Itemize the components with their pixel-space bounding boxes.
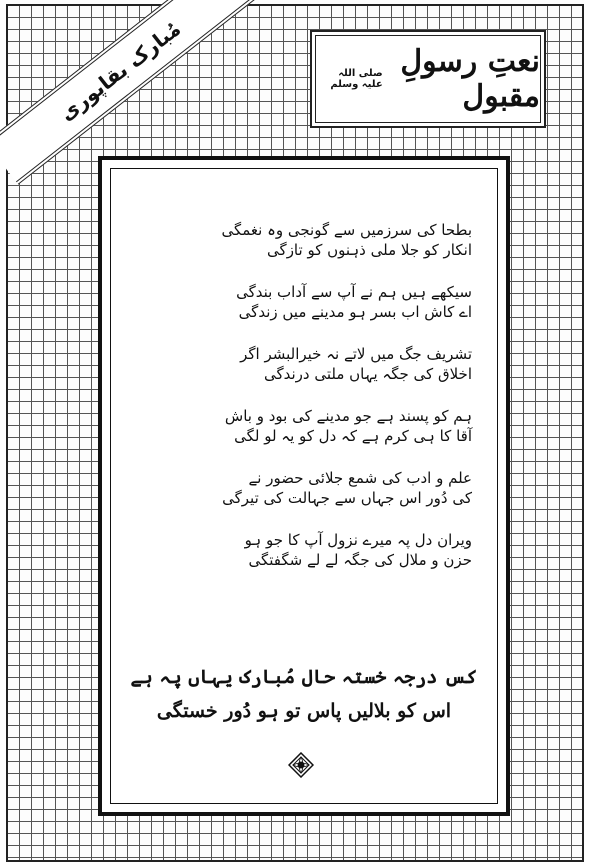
- closing-line: کس درجہ خستہ حال مُبارک یہاں پہ ہے: [130, 666, 478, 688]
- stanza-4: [142, 406, 472, 446]
- stanza-1: [142, 220, 472, 260]
- stanza-5: [142, 468, 472, 508]
- verse-line: کی دُور اس جہاں سے جہالت کی تیرگی: [222, 489, 472, 507]
- verse-line: ہم کو پسند ہے جو مدینے کی بود و باش: [224, 407, 472, 425]
- verse-line: ویران دل پہ میرے نزول آپ کا جو ہو: [244, 531, 472, 549]
- poem-frame: [98, 156, 510, 816]
- verse-line: بطحا کی سرزمیں سے گونجی وہ نغمگی: [221, 221, 472, 239]
- verse-line: اخلاق کی جگہ یہاں ملتی درندگی: [263, 365, 472, 383]
- title-inner-frame: [315, 35, 541, 123]
- verse-line: تشریف جگ میں لاتے نہ خیرالبشر اگر: [240, 345, 472, 363]
- verse-line: علم و ادب کی شمع جلائی حضور نے: [248, 469, 472, 487]
- author-name: مُبارک بقاپوری: [54, 16, 186, 126]
- verse-line: سیکھے ہیں ہم نے آپ سے آداب بندگی: [236, 283, 472, 301]
- verse-line: اے کاش اب بسر ہو مدینے میں زندگی: [238, 303, 472, 321]
- page-title: نعتِ رسولِ مقبول: [400, 44, 540, 114]
- title-box: [310, 30, 546, 128]
- verse-line: انکار کو جلا ملی ذہنوں کو تازگی: [267, 241, 472, 259]
- poem-body: [142, 220, 472, 592]
- stanza-3: [142, 344, 472, 384]
- stanza-6: [142, 530, 472, 570]
- closing-couplet: [122, 660, 486, 728]
- diamond-ornament-icon: [288, 752, 314, 778]
- title-honorific: صلی اللہ علیہ وسلم: [330, 68, 383, 90]
- closing-line: اس کو بلالیں پاس تو ہو دُور خستگی: [156, 700, 452, 722]
- verse-line: حزن و ملال کی جگہ لے لے شگفتگی: [248, 551, 472, 569]
- stanza-2: [142, 282, 472, 322]
- verse-line: آقا کا ہی کرم ہے کہ دل کو یہ لو لگی: [234, 427, 472, 445]
